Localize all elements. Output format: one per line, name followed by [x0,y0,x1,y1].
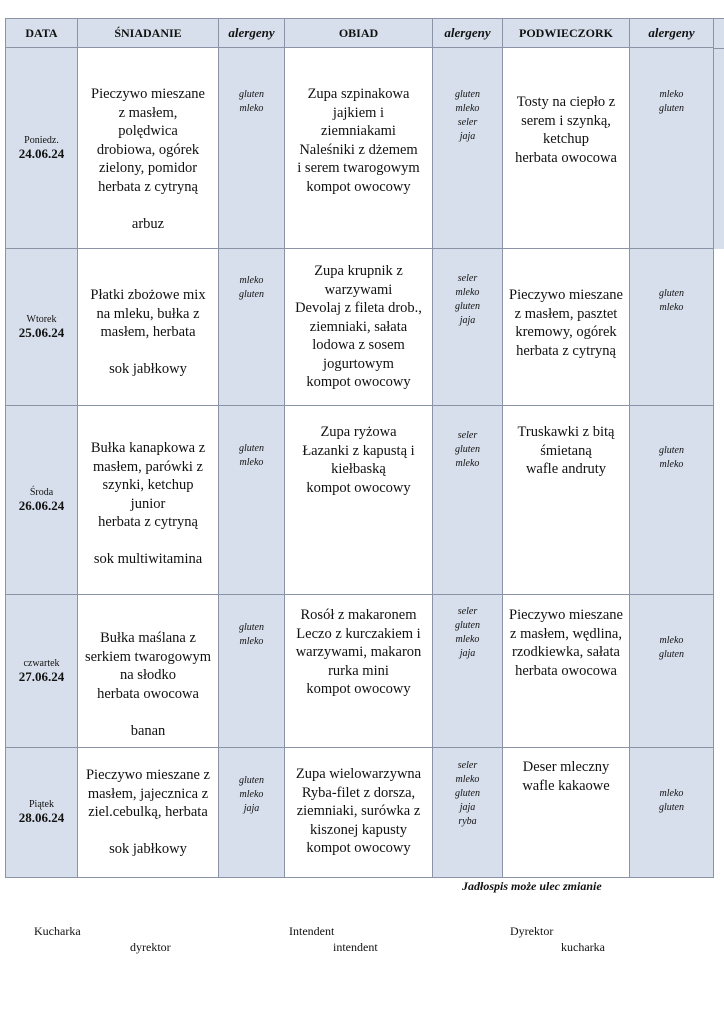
day-name: Wtorek [26,313,57,325]
header-breakfast: ŚNIADANIE [78,19,219,48]
date-cell [6,595,78,748]
menu-line: Pieczywo mieszane [91,86,205,102]
allergen-item: mleko [455,774,480,785]
menu-line: ziel.cebulką, herbata [88,804,208,820]
menu-line: Bułka maślana z [100,630,196,646]
allergen-item: jaja [459,802,476,813]
allergen-item: gluten [659,649,684,660]
menu-line: herbata z cytryną [98,514,198,530]
menu-line: Ryba-filet z dorsza, [301,784,416,801]
menu-line: kiszonej kapusty [309,821,408,838]
allergen-item: mleko [239,789,264,800]
day-date: 28.06.24 [18,810,65,825]
allergen-item: gluten [239,89,264,100]
lunch-allergens-cell [433,406,503,595]
day-name: czwartek [23,657,60,669]
menu-line: drobiowa, ogórek [96,141,200,158]
lunch-cell [285,249,433,406]
menu-line: kiełbaską [331,461,386,477]
menu-line: Leczo z kurczakiem i [296,625,421,642]
menu-line: jogurtowym [323,355,394,372]
allergen-item: ryba [458,816,477,827]
date-cell [6,406,78,595]
header-snack: PODWIECZORK [503,19,630,48]
menu-line: ziemniaki, sałata [309,318,408,335]
menu-line: z masłem, pasztet [514,305,618,322]
day-name: Piątek [29,799,54,810]
cook-signature-label: kucharka [561,940,605,954]
menu-line: Płatki zbożowe mix [90,287,206,303]
menu-line: kompot owocowy [306,681,411,697]
menu-line: kremowy, ogórek [515,324,617,340]
lunch-cell [285,748,433,878]
menu-line: Truskawki z bitą [517,424,615,440]
lunch-cell [285,406,433,595]
breakfast-cell [78,48,219,249]
allergen-item: gluten [659,103,684,114]
allergen-item: seler [457,273,478,284]
menu-line: Łazanki z kapustą i [302,442,415,459]
menu-line: herbata z cytryną [516,342,616,359]
allergen-item: mleko [455,634,480,645]
menu-line: herbata owocowa [515,149,617,166]
menu-line: Zupa ryżowa [320,424,397,440]
menu-line: Zupa wielowarzywna [295,766,422,782]
date-cell [6,249,78,406]
snack-allergens-cell [630,249,714,406]
allergen-item: mleko [239,636,264,647]
menu-line: Tosty na ciepło z [516,94,616,110]
header-date: DATA [6,19,78,48]
breakfast-allergens-cell [219,406,285,595]
header-row [6,19,714,48]
menu-line: Pieczywo mieszane z [85,767,210,783]
breakfast-allergens-cell [219,249,285,406]
allergen-item: jaja [459,648,476,659]
allergen-item: seler [457,760,478,771]
menu-line: jajkiem i [332,104,385,121]
menu-line [78,532,218,551]
day-date: 27.06.24 [18,668,65,684]
snack-allergens-cell [630,406,714,595]
menu-line: wafle kakaowe [522,777,610,794]
steward-signature-label: intendent [333,940,378,954]
menu-line: warzywami [324,281,393,298]
snack-cell [503,48,630,249]
menu-line: polędwica [118,123,178,139]
menu-line: ketchup [543,131,589,147]
menu-line: Rosół z makaronem [300,607,417,623]
menu-line: kompot owocowy [306,479,411,496]
allergen-item: mleko [239,457,264,468]
menu-line: masłem, herbata [100,324,196,340]
menu-line: szynki, ketchup [102,477,194,493]
allergen-item: mleko [239,103,264,114]
menu-line: Bułka kanapkowa z [90,440,206,456]
snack-cell [503,595,630,748]
date-cell [6,748,78,878]
menu-line: na mleku, bułka z [96,305,200,322]
menu-line: Pieczywo mieszane [509,287,623,303]
director-signature-label: dyrektor [130,940,171,954]
breakfast-cell [78,406,219,595]
day-date: 26.06.24 [18,497,65,513]
menu-line: Pieczywo mieszane [509,607,623,623]
header-allergens: alergeny [433,19,503,48]
allergen-item: gluten [455,444,480,455]
header-lunch: OBIAD [285,19,433,48]
menu-line [78,342,218,361]
allergen-item: gluten [455,620,480,631]
breakfast-allergens-cell [219,748,285,878]
menu-line: sok jabłkowy [109,361,187,377]
menu-line: rzodkiewka, sałata [512,644,620,660]
allergen-item: gluten [239,289,264,300]
extra-column [713,18,724,249]
menu-line: i serem twarogowym [297,160,420,176]
menu-line: banan [130,722,166,739]
allergen-item: mleko [455,287,480,298]
menu-line: masłem, jajecznica z [87,785,209,802]
menu-line: Devolaj z fileta drob., [295,300,422,316]
menu-line: śmietaną [540,442,592,459]
day-date: 24.06.24 [18,145,65,161]
allergen-item: gluten [659,445,684,456]
snack-allergens-cell [630,748,714,878]
allergen-item: mleko [659,459,684,470]
menu-line: sok jabłkowy [109,841,187,857]
menu-line: masłem, parówki z [93,458,203,475]
menu-line: warzywami, makaron [295,644,422,660]
menu-line: ziemniaki, surówka z [296,803,421,819]
day-row [6,595,714,748]
menu-line: kompot owocowy [306,840,411,856]
day-date: 25.06.24 [18,324,65,340]
allergen-item: seler [457,606,478,617]
menu-line: Zupa krupnik z [314,263,403,279]
menu-line: serkiem twarogowym [84,648,212,665]
menu-line: kompot owocowy [306,178,411,195]
day-name: Środa [29,486,54,498]
allergen-item: jaja [459,315,476,326]
breakfast-allergens-cell [219,595,285,748]
menu-line: junior [130,495,166,512]
menu-line: zielony, pomidor [98,160,198,176]
allergen-item: gluten [455,89,480,100]
allergen-item: gluten [659,802,684,813]
menu-line: ziemniakami [321,123,396,139]
lunch-allergens-cell [433,48,503,249]
menu-line: Deser mleczny [522,759,610,775]
allergen-item: mleko [659,788,684,799]
menu-line: z masłem, [118,104,178,121]
day-row [6,748,714,878]
breakfast-allergens-cell [219,48,285,249]
allergen-item: jaja [243,803,260,814]
allergen-item: mleko [239,275,264,286]
allergen-item: mleko [455,458,480,469]
menu-line: herbata owocowa [515,662,617,679]
header-allergens: alergeny [630,19,714,48]
snack-cell [503,748,630,878]
lunch-allergens-cell [433,249,503,406]
lunch-cell [285,595,433,748]
menu-line: arbuz [131,215,165,232]
breakfast-cell [78,249,219,406]
day-row [6,406,714,595]
menu-table [5,18,714,878]
snack-cell [503,406,630,595]
day-row [6,48,714,249]
lunch-cell [285,48,433,249]
allergen-item: gluten [659,288,684,299]
snack-allergens-cell [630,48,714,249]
breakfast-cell [78,748,219,878]
lunch-allergens-cell [433,748,503,878]
menu-line: Naleśniki z dżemem [299,141,418,158]
allergen-item: mleko [659,635,684,646]
menu-line: herbata owocowa [97,685,199,702]
allergen-item: seler [457,117,478,128]
allergen-item: jaja [459,131,476,142]
allergen-item: mleko [455,103,480,114]
menu-line: Zupa szpinakowa [307,86,410,102]
allergen-item: mleko [659,89,684,100]
menu-line: rurka mini [328,662,389,679]
lunch-allergens-cell [433,595,503,748]
menu-line: serem i szynką, [521,112,611,129]
cook-label: Kucharka [34,924,81,938]
date-cell [6,48,78,249]
snack-cell [503,249,630,406]
allergen-item: mleko [659,302,684,313]
menu-line: sok multiwitamina [93,551,203,567]
menu-line [78,196,218,215]
allergen-item: gluten [239,775,264,786]
menu-line [78,703,218,722]
menu-line: herbata z cytryną [98,178,198,195]
allergen-item: gluten [455,788,480,799]
menu-change-note: Jadłospis może ulec zmianie [462,879,602,893]
menu-line: wafle andruty [525,461,607,477]
allergen-item: gluten [455,301,480,312]
allergen-item: gluten [239,622,264,633]
menu-line: na słodko [120,667,176,683]
day-name: Poniedz. [24,134,59,146]
menu-line: z masłem, wędlina, [510,625,622,642]
snack-allergens-cell [630,595,714,748]
menu-line: lodowa z sosem [312,337,405,353]
day-row [6,249,714,406]
menu-line: kompot owocowy [306,374,411,390]
allergen-item: gluten [239,443,264,454]
breakfast-cell [78,595,219,748]
director-label: Dyrektor [510,924,554,938]
allergen-item: seler [457,430,478,441]
header-allergens: alergeny [219,19,285,48]
steward-label: Intendent [289,924,335,938]
menu-line [78,822,218,841]
